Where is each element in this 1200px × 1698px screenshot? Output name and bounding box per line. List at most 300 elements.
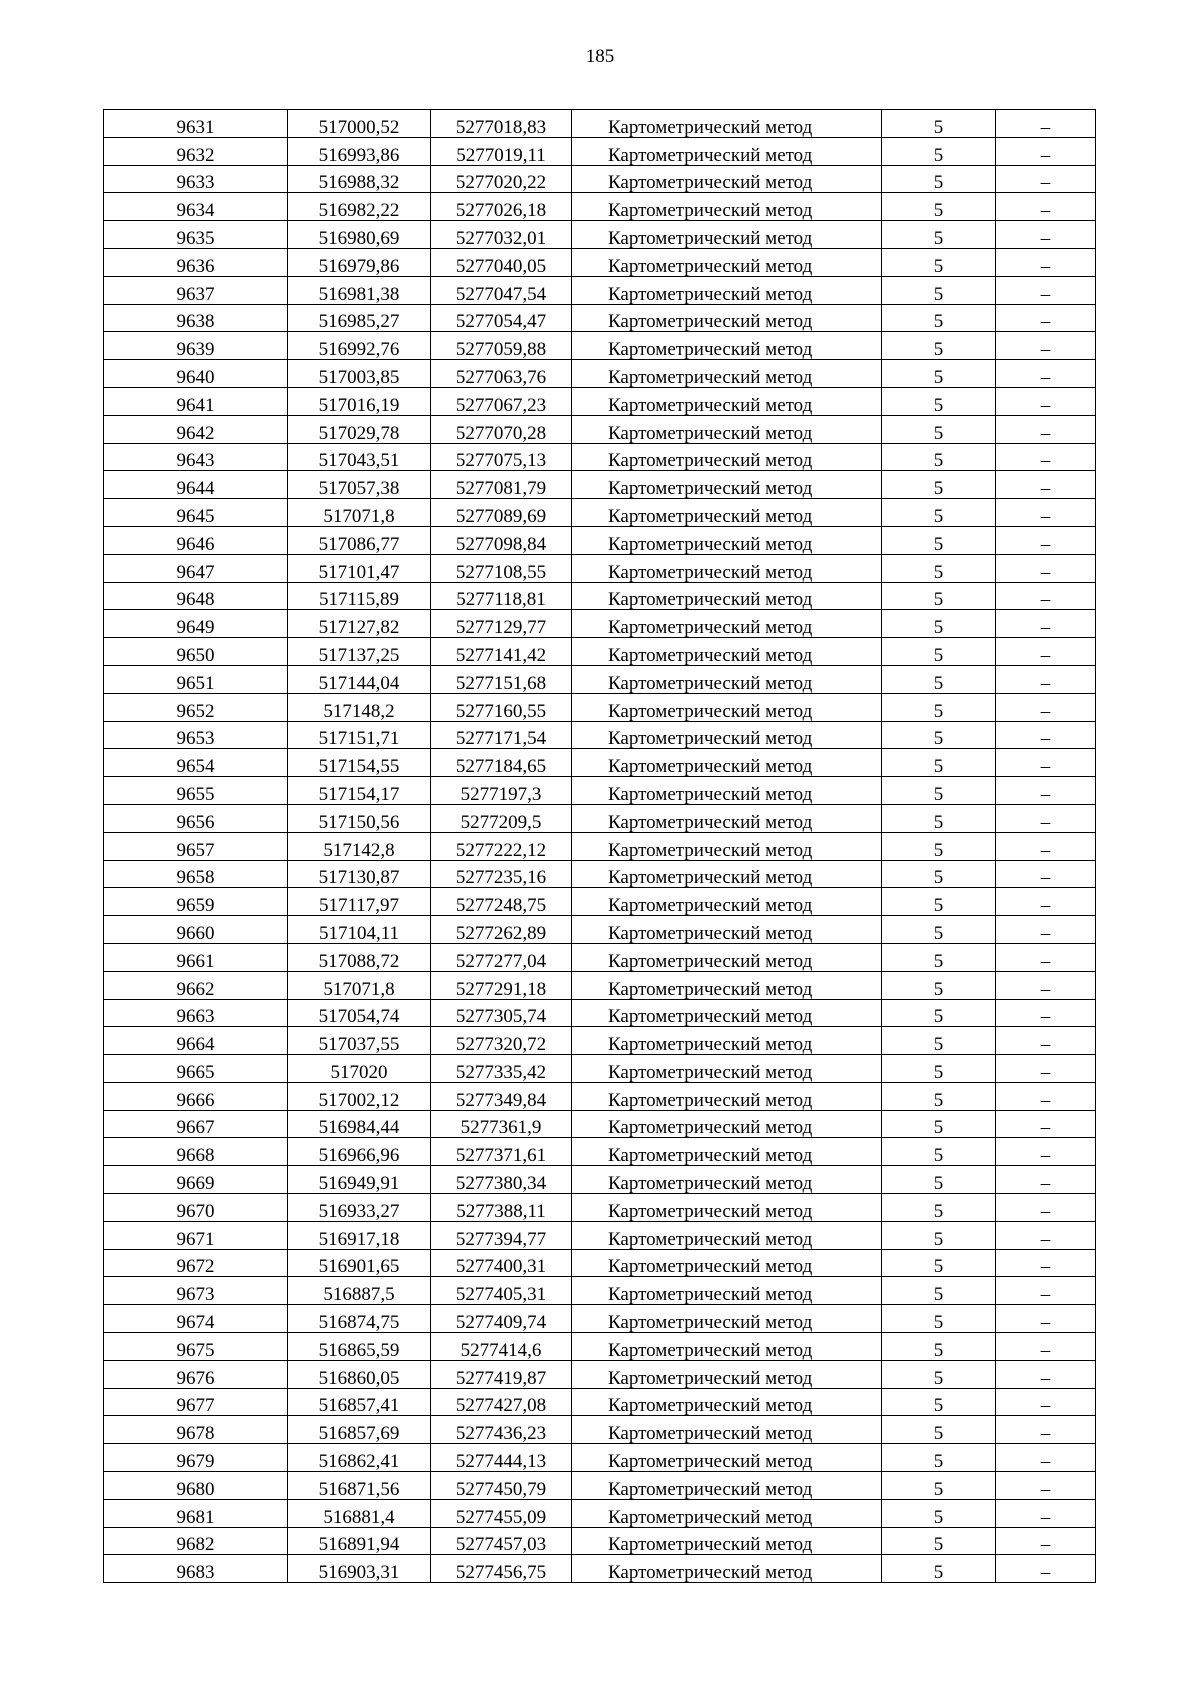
method-cell: Картометрический метод <box>572 888 882 916</box>
accuracy-cell: 5 <box>882 721 996 749</box>
y-coordinate-cell: 5277209,5 <box>431 804 572 832</box>
point-number-cell: 9665 <box>104 1055 288 1083</box>
note-cell: – <box>996 638 1096 666</box>
y-coordinate-cell: 5277409,74 <box>431 1305 572 1333</box>
accuracy-cell: 5 <box>882 1472 996 1500</box>
point-number-cell: 9643 <box>104 443 288 471</box>
accuracy-cell: 5 <box>882 221 996 249</box>
x-coordinate-cell: 516917,18 <box>288 1221 431 1249</box>
note-cell: – <box>996 360 1096 388</box>
method-cell: Картометрический метод <box>572 804 882 832</box>
table-row <box>104 110 1096 138</box>
point-number-cell: 9670 <box>104 1194 288 1222</box>
x-coordinate-cell: 517115,89 <box>288 582 431 610</box>
method-cell: Картометрический метод <box>572 443 882 471</box>
note-cell: – <box>996 1277 1096 1305</box>
note-cell: – <box>996 832 1096 860</box>
table-row <box>104 1166 1096 1194</box>
table-row <box>104 1305 1096 1333</box>
accuracy-cell: 5 <box>882 943 996 971</box>
table-row <box>104 804 1096 832</box>
table-row <box>104 1082 1096 1110</box>
y-coordinate-cell: 5277388,11 <box>431 1194 572 1222</box>
note-cell: – <box>996 248 1096 276</box>
accuracy-cell: 5 <box>882 1055 996 1083</box>
method-cell: Картометрический метод <box>572 610 882 638</box>
note-cell: – <box>996 1055 1096 1083</box>
method-cell: Картометрический метод <box>572 1555 882 1583</box>
table-row <box>104 1555 1096 1583</box>
accuracy-cell: 5 <box>882 1388 996 1416</box>
table-row <box>104 1277 1096 1305</box>
note-cell: – <box>996 860 1096 888</box>
accuracy-cell: 5 <box>882 1194 996 1222</box>
method-cell: Картометрический метод <box>572 1527 882 1555</box>
point-number-cell: 9681 <box>104 1499 288 1527</box>
x-coordinate-cell: 517043,51 <box>288 443 431 471</box>
table-row <box>104 1110 1096 1138</box>
point-number-cell: 9656 <box>104 804 288 832</box>
method-cell: Картометрический метод <box>572 1333 882 1361</box>
accuracy-cell: 5 <box>882 1499 996 1527</box>
note-cell: – <box>996 554 1096 582</box>
point-number-cell: 9661 <box>104 943 288 971</box>
x-coordinate-cell: 517101,47 <box>288 554 431 582</box>
y-coordinate-cell: 5277089,69 <box>431 499 572 527</box>
method-cell: Картометрический метод <box>572 360 882 388</box>
note-cell: – <box>996 749 1096 777</box>
accuracy-cell: 5 <box>882 1444 996 1472</box>
note-cell: – <box>996 1027 1096 1055</box>
x-coordinate-cell: 516992,76 <box>288 332 431 360</box>
note-cell: – <box>996 1527 1096 1555</box>
table-row <box>104 999 1096 1027</box>
y-coordinate-cell: 5277457,03 <box>431 1527 572 1555</box>
y-coordinate-cell: 5277141,42 <box>431 638 572 666</box>
point-number-cell: 9663 <box>104 999 288 1027</box>
accuracy-cell: 5 <box>882 999 996 1027</box>
note-cell: – <box>996 1138 1096 1166</box>
method-cell: Картометрический метод <box>572 777 882 805</box>
point-number-cell: 9680 <box>104 1472 288 1500</box>
accuracy-cell: 5 <box>882 777 996 805</box>
point-number-cell: 9669 <box>104 1166 288 1194</box>
table-row <box>104 610 1096 638</box>
method-cell: Картометрический метод <box>572 1166 882 1194</box>
method-cell: Картометрический метод <box>572 1360 882 1388</box>
y-coordinate-cell: 5277063,76 <box>431 360 572 388</box>
table-row <box>104 1472 1096 1500</box>
table-row <box>104 582 1096 610</box>
note-cell: – <box>996 1388 1096 1416</box>
method-cell: Картометрический метод <box>572 248 882 276</box>
table-row <box>104 499 1096 527</box>
table-row <box>104 1388 1096 1416</box>
accuracy-cell: 5 <box>882 276 996 304</box>
table-row <box>104 193 1096 221</box>
note-cell: – <box>996 721 1096 749</box>
x-coordinate-cell: 517117,97 <box>288 888 431 916</box>
accuracy-cell: 5 <box>882 1277 996 1305</box>
table-row <box>104 1360 1096 1388</box>
x-coordinate-cell: 516871,56 <box>288 1472 431 1500</box>
method-cell: Картометрический метод <box>572 1110 882 1138</box>
x-coordinate-cell: 517000,52 <box>288 110 431 138</box>
x-coordinate-cell: 516862,41 <box>288 1444 431 1472</box>
point-number-cell: 9642 <box>104 415 288 443</box>
x-coordinate-cell: 517154,17 <box>288 777 431 805</box>
accuracy-cell: 5 <box>882 665 996 693</box>
y-coordinate-cell: 5277151,68 <box>431 665 572 693</box>
note-cell: – <box>996 665 1096 693</box>
note-cell: – <box>996 777 1096 805</box>
method-cell: Картометрический метод <box>572 499 882 527</box>
note-cell: – <box>996 499 1096 527</box>
table-row <box>104 526 1096 554</box>
method-cell: Картометрический метод <box>572 860 882 888</box>
table-row <box>104 443 1096 471</box>
accuracy-cell: 5 <box>882 693 996 721</box>
note-cell: – <box>996 1499 1096 1527</box>
note-cell: – <box>996 943 1096 971</box>
note-cell: – <box>996 1416 1096 1444</box>
accuracy-cell: 5 <box>882 193 996 221</box>
method-cell: Картометрический метод <box>572 1221 882 1249</box>
table-row <box>104 832 1096 860</box>
method-cell: Картометрический метод <box>572 1444 882 1472</box>
table-row <box>104 916 1096 944</box>
point-number-cell: 9649 <box>104 610 288 638</box>
y-coordinate-cell: 5277349,84 <box>431 1082 572 1110</box>
x-coordinate-cell: 516933,27 <box>288 1194 431 1222</box>
accuracy-cell: 5 <box>882 1249 996 1277</box>
point-number-cell: 9675 <box>104 1333 288 1361</box>
accuracy-cell: 5 <box>882 471 996 499</box>
y-coordinate-cell: 5277444,13 <box>431 1444 572 1472</box>
accuracy-cell: 5 <box>882 332 996 360</box>
x-coordinate-cell: 517130,87 <box>288 860 431 888</box>
note-cell: – <box>996 221 1096 249</box>
point-number-cell: 9631 <box>104 110 288 138</box>
x-coordinate-cell: 516891,94 <box>288 1527 431 1555</box>
accuracy-cell: 5 <box>882 443 996 471</box>
method-cell: Картометрический метод <box>572 526 882 554</box>
table-row <box>104 1333 1096 1361</box>
x-coordinate-cell: 517016,19 <box>288 387 431 415</box>
y-coordinate-cell: 5277436,23 <box>431 1416 572 1444</box>
point-number-cell: 9638 <box>104 304 288 332</box>
method-cell: Картометрический метод <box>572 415 882 443</box>
x-coordinate-cell: 516980,69 <box>288 221 431 249</box>
note-cell: – <box>996 1082 1096 1110</box>
accuracy-cell: 5 <box>882 248 996 276</box>
table-row <box>104 360 1096 388</box>
x-coordinate-cell: 516881,4 <box>288 1499 431 1527</box>
point-number-cell: 9654 <box>104 749 288 777</box>
accuracy-cell: 5 <box>882 165 996 193</box>
point-number-cell: 9651 <box>104 665 288 693</box>
note-cell: – <box>996 1110 1096 1138</box>
point-number-cell: 9677 <box>104 1388 288 1416</box>
note-cell: – <box>996 332 1096 360</box>
point-number-cell: 9682 <box>104 1527 288 1555</box>
note-cell: – <box>996 415 1096 443</box>
y-coordinate-cell: 5277235,16 <box>431 860 572 888</box>
note-cell: – <box>996 971 1096 999</box>
method-cell: Картометрический метод <box>572 721 882 749</box>
x-coordinate-cell: 516979,86 <box>288 248 431 276</box>
x-coordinate-cell: 517057,38 <box>288 471 431 499</box>
y-coordinate-cell: 5277098,84 <box>431 526 572 554</box>
point-number-cell: 9676 <box>104 1360 288 1388</box>
table-row <box>104 248 1096 276</box>
method-cell: Картометрический метод <box>572 110 882 138</box>
y-coordinate-cell: 5277277,04 <box>431 943 572 971</box>
y-coordinate-cell: 5277129,77 <box>431 610 572 638</box>
method-cell: Картометрический метод <box>572 1138 882 1166</box>
note-cell: – <box>996 110 1096 138</box>
table-row <box>104 971 1096 999</box>
x-coordinate-cell: 517020 <box>288 1055 431 1083</box>
accuracy-cell: 5 <box>882 610 996 638</box>
table-row <box>104 693 1096 721</box>
point-number-cell: 9645 <box>104 499 288 527</box>
x-coordinate-cell: 516982,22 <box>288 193 431 221</box>
x-coordinate-cell: 516887,5 <box>288 1277 431 1305</box>
table-row <box>104 471 1096 499</box>
method-cell: Картометрический метод <box>572 471 882 499</box>
method-cell: Картометрический метод <box>572 332 882 360</box>
page-number: 185 <box>585 46 615 67</box>
y-coordinate-cell: 5277419,87 <box>431 1360 572 1388</box>
coordinates-table-body <box>104 110 1096 1583</box>
accuracy-cell: 5 <box>882 1333 996 1361</box>
table-row <box>104 721 1096 749</box>
y-coordinate-cell: 5277456,75 <box>431 1555 572 1583</box>
point-number-cell: 9648 <box>104 582 288 610</box>
x-coordinate-cell: 516874,75 <box>288 1305 431 1333</box>
y-coordinate-cell: 5277414,6 <box>431 1333 572 1361</box>
note-cell: – <box>996 1305 1096 1333</box>
accuracy-cell: 5 <box>882 888 996 916</box>
note-cell: – <box>996 1472 1096 1500</box>
method-cell: Картометрический метод <box>572 665 882 693</box>
y-coordinate-cell: 5277018,83 <box>431 110 572 138</box>
point-number-cell: 9658 <box>104 860 288 888</box>
point-number-cell: 9668 <box>104 1138 288 1166</box>
point-number-cell: 9652 <box>104 693 288 721</box>
point-number-cell: 9647 <box>104 554 288 582</box>
x-coordinate-cell: 516984,44 <box>288 1110 431 1138</box>
x-coordinate-cell: 516857,69 <box>288 1416 431 1444</box>
y-coordinate-cell: 5277075,13 <box>431 443 572 471</box>
method-cell: Картометрический метод <box>572 1055 882 1083</box>
table-row <box>104 860 1096 888</box>
y-coordinate-cell: 5277400,31 <box>431 1249 572 1277</box>
note-cell: – <box>996 304 1096 332</box>
accuracy-cell: 5 <box>882 860 996 888</box>
x-coordinate-cell: 517002,12 <box>288 1082 431 1110</box>
x-coordinate-cell: 517029,78 <box>288 415 431 443</box>
point-number-cell: 9633 <box>104 165 288 193</box>
method-cell: Картометрический метод <box>572 165 882 193</box>
point-number-cell: 9650 <box>104 638 288 666</box>
method-cell: Картометрический метод <box>572 1499 882 1527</box>
x-coordinate-cell: 516985,27 <box>288 304 431 332</box>
y-coordinate-cell: 5277054,47 <box>431 304 572 332</box>
method-cell: Картометрический метод <box>572 1082 882 1110</box>
accuracy-cell: 5 <box>882 110 996 138</box>
table-row <box>104 1527 1096 1555</box>
note-cell: – <box>996 387 1096 415</box>
y-coordinate-cell: 5277335,42 <box>431 1055 572 1083</box>
x-coordinate-cell: 516860,05 <box>288 1360 431 1388</box>
method-cell: Картометрический метод <box>572 1194 882 1222</box>
method-cell: Картометрический метод <box>572 999 882 1027</box>
method-cell: Картометрический метод <box>572 304 882 332</box>
table-row <box>104 1444 1096 1472</box>
accuracy-cell: 5 <box>882 1166 996 1194</box>
table-row <box>104 304 1096 332</box>
coordinates-table <box>103 109 1096 1583</box>
method-cell: Картометрический метод <box>572 1416 882 1444</box>
point-number-cell: 9637 <box>104 276 288 304</box>
x-coordinate-cell: 517086,77 <box>288 526 431 554</box>
accuracy-cell: 5 <box>882 554 996 582</box>
point-number-cell: 9660 <box>104 916 288 944</box>
point-number-cell: 9632 <box>104 137 288 165</box>
y-coordinate-cell: 5277047,54 <box>431 276 572 304</box>
point-number-cell: 9666 <box>104 1082 288 1110</box>
table-row <box>104 1027 1096 1055</box>
accuracy-cell: 5 <box>882 1555 996 1583</box>
table-row <box>104 665 1096 693</box>
y-coordinate-cell: 5277118,81 <box>431 582 572 610</box>
method-cell: Картометрический метод <box>572 971 882 999</box>
note-cell: – <box>996 1360 1096 1388</box>
method-cell: Картометрический метод <box>572 1027 882 1055</box>
x-coordinate-cell: 517104,11 <box>288 916 431 944</box>
accuracy-cell: 5 <box>882 1527 996 1555</box>
table-row <box>104 1221 1096 1249</box>
x-coordinate-cell: 516988,32 <box>288 165 431 193</box>
y-coordinate-cell: 5277394,77 <box>431 1221 572 1249</box>
accuracy-cell: 5 <box>882 638 996 666</box>
point-number-cell: 9672 <box>104 1249 288 1277</box>
x-coordinate-cell: 517127,82 <box>288 610 431 638</box>
table-row <box>104 638 1096 666</box>
note-cell: – <box>996 582 1096 610</box>
table-row <box>104 943 1096 971</box>
method-cell: Картометрический метод <box>572 1305 882 1333</box>
table-row <box>104 137 1096 165</box>
note-cell: – <box>996 1444 1096 1472</box>
accuracy-cell: 5 <box>882 499 996 527</box>
note-cell: – <box>996 276 1096 304</box>
table-row <box>104 1249 1096 1277</box>
y-coordinate-cell: 5277361,9 <box>431 1110 572 1138</box>
method-cell: Картометрический метод <box>572 693 882 721</box>
note-cell: – <box>996 693 1096 721</box>
point-number-cell: 9644 <box>104 471 288 499</box>
x-coordinate-cell: 517003,85 <box>288 360 431 388</box>
y-coordinate-cell: 5277320,72 <box>431 1027 572 1055</box>
y-coordinate-cell: 5277291,18 <box>431 971 572 999</box>
method-cell: Картометрический метод <box>572 1249 882 1277</box>
accuracy-cell: 5 <box>882 304 996 332</box>
table-row <box>104 1416 1096 1444</box>
note-cell: – <box>996 916 1096 944</box>
x-coordinate-cell: 517088,72 <box>288 943 431 971</box>
note-cell: – <box>996 1194 1096 1222</box>
y-coordinate-cell: 5277040,05 <box>431 248 572 276</box>
table-row <box>104 1194 1096 1222</box>
table-row <box>104 888 1096 916</box>
x-coordinate-cell: 516993,86 <box>288 137 431 165</box>
y-coordinate-cell: 5277059,88 <box>431 332 572 360</box>
note-cell: – <box>996 610 1096 638</box>
x-coordinate-cell: 517142,8 <box>288 832 431 860</box>
method-cell: Картометрический метод <box>572 276 882 304</box>
point-number-cell: 9679 <box>104 1444 288 1472</box>
y-coordinate-cell: 5277032,01 <box>431 221 572 249</box>
accuracy-cell: 5 <box>882 1110 996 1138</box>
method-cell: Картометрический метод <box>572 638 882 666</box>
x-coordinate-cell: 516857,41 <box>288 1388 431 1416</box>
y-coordinate-cell: 5277427,08 <box>431 1388 572 1416</box>
accuracy-cell: 5 <box>882 1360 996 1388</box>
accuracy-cell: 5 <box>882 804 996 832</box>
point-number-cell: 9641 <box>104 387 288 415</box>
method-cell: Картометрический метод <box>572 387 882 415</box>
point-number-cell: 9635 <box>104 221 288 249</box>
accuracy-cell: 5 <box>882 360 996 388</box>
y-coordinate-cell: 5277248,75 <box>431 888 572 916</box>
method-cell: Картометрический метод <box>572 749 882 777</box>
note-cell: – <box>996 888 1096 916</box>
point-number-cell: 9634 <box>104 193 288 221</box>
x-coordinate-cell: 517071,8 <box>288 971 431 999</box>
table-row <box>104 221 1096 249</box>
note-cell: – <box>996 137 1096 165</box>
method-cell: Картометрический метод <box>572 137 882 165</box>
accuracy-cell: 5 <box>882 1305 996 1333</box>
point-number-cell: 9678 <box>104 1416 288 1444</box>
accuracy-cell: 5 <box>882 749 996 777</box>
x-coordinate-cell: 517037,55 <box>288 1027 431 1055</box>
x-coordinate-cell: 516903,31 <box>288 1555 431 1583</box>
y-coordinate-cell: 5277380,34 <box>431 1166 572 1194</box>
x-coordinate-cell: 516981,38 <box>288 276 431 304</box>
y-coordinate-cell: 5277450,79 <box>431 1472 572 1500</box>
note-cell: – <box>996 471 1096 499</box>
y-coordinate-cell: 5277222,12 <box>431 832 572 860</box>
y-coordinate-cell: 5277197,3 <box>431 777 572 805</box>
y-coordinate-cell: 5277026,18 <box>431 193 572 221</box>
point-number-cell: 9673 <box>104 1277 288 1305</box>
method-cell: Картометрический метод <box>572 193 882 221</box>
point-number-cell: 9674 <box>104 1305 288 1333</box>
accuracy-cell: 5 <box>882 916 996 944</box>
note-cell: – <box>996 165 1096 193</box>
method-cell: Картометрический метод <box>572 916 882 944</box>
table-row <box>104 1138 1096 1166</box>
x-coordinate-cell: 516949,91 <box>288 1166 431 1194</box>
point-number-cell: 9653 <box>104 721 288 749</box>
point-number-cell: 9667 <box>104 1110 288 1138</box>
y-coordinate-cell: 5277019,11 <box>431 137 572 165</box>
point-number-cell: 9662 <box>104 971 288 999</box>
